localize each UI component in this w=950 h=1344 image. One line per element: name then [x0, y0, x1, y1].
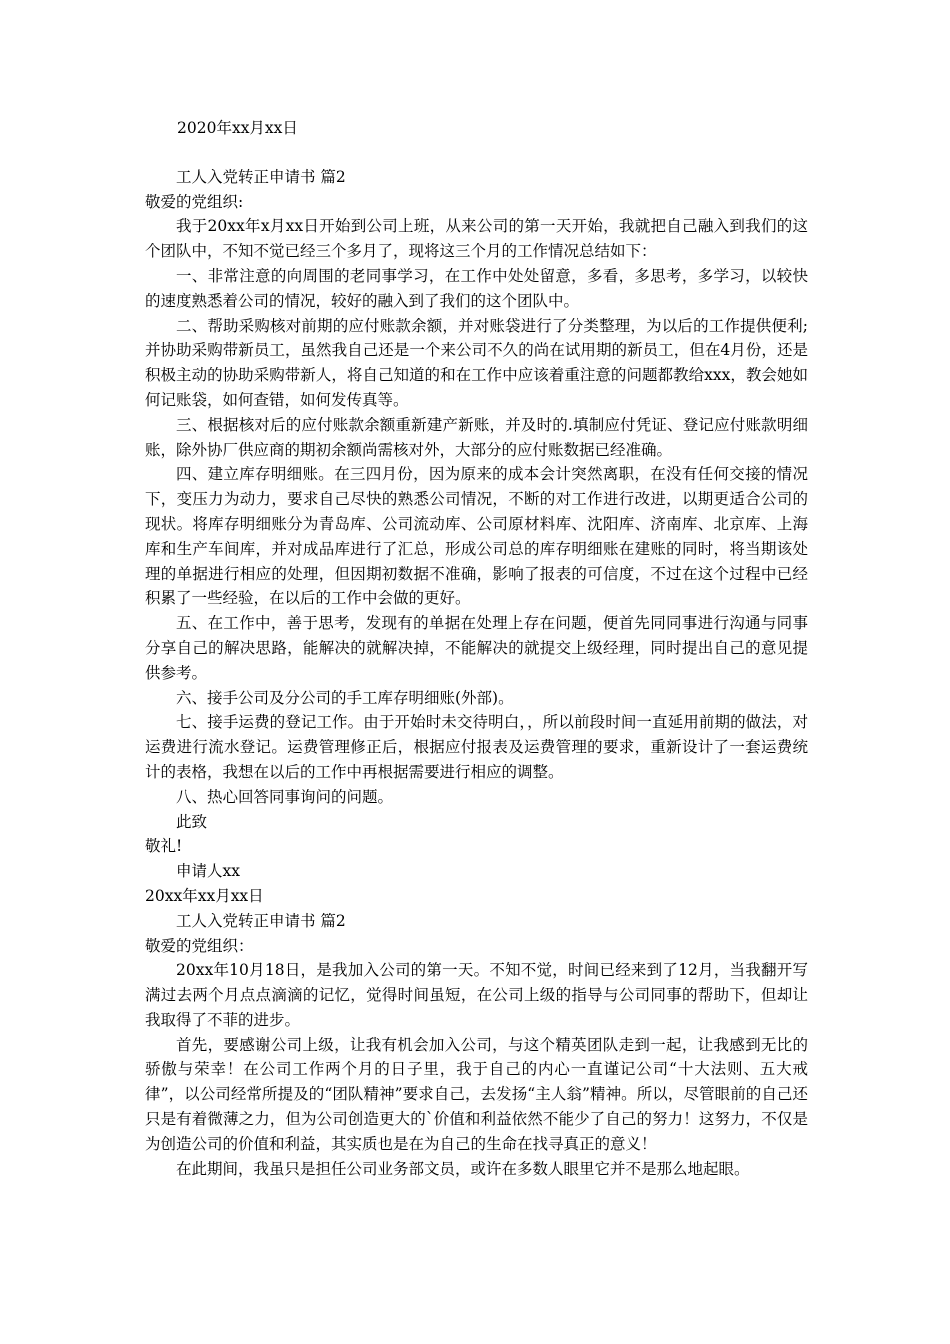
top-date: 2020年xx月xx日 [177, 119, 298, 137]
letter2-salutation: 敬爱的党组织： [145, 936, 254, 955]
letter1-salutation: 敬爱的党组织: [145, 192, 244, 211]
letter1-date: 20xx年xx月xx日 [145, 886, 264, 905]
letter1-paragraph: 七、接手运费的登记工作。由于开始时未交待明白，，所以前段时间一直延用前期的做法，对运费进行流水登记。运费管理修正后，根据应付报表及运费管理的要求，重新设计了一套运费统计的表格，我想在以后的工作中再根据需要进行相应的调整。 [145, 713, 808, 781]
letter1-paragraph: 此致 [176, 812, 208, 831]
letter1-closing: 敬礼! [145, 837, 183, 856]
letter1-paragraph: 二、帮助采购核对前期的应付账款余额，并对账袋进行了分类整理，为以后的工作提供便利;并协助采购带新员工，虽然我自己还是一个来公司不久的尚在试用期的新员工，但在4月份，还是积极主动的协助采购带新人，将自己知道的和在工作中应该着重注意的问题都教给xxx，教会她如何记账袋，如何查错，如何发传真等。 [145, 316, 808, 409]
letter1-paragraph: 八、热心回答同事询问的问题。 [176, 787, 394, 806]
letter1-signer: 申请人xx [176, 862, 240, 881]
letter1-title: 工人入党转正申请书 篇2 [176, 167, 346, 186]
letter2-paragraph: 在此期间，我虽只是担任公司业务部文员，或许在多数人眼里它并不是那么地起眼。 [176, 1159, 750, 1178]
letter1-paragraph: 一、非常注意的向周围的老同事学习，在工作中处处留意，多看，多思考，多学习，以较快的速度熟悉着公司的情况，较好的融入到了我们的这个团队中。 [145, 266, 808, 310]
letter1-paragraph: 四、建立库存明细账。在三四月份，因为原来的成本会计突然离职，在没有任何交接的情况下，变压力为动力，要求自己尽快的熟悉公司情况，不断的对工作进行改进，以期更适合公司的现状。将库存明细账分为青岛库、公司流动库、公司原材料库、沈阳库、济南库、北京库、上海库和生产车间库，并对成品库进行了汇总，形成公司总的库存明细账在建账的同时，将当期该处理的单据进行相应的处理，但因期初数据不准确，影响了报表的可信度，不过在这个过程中已经积累了一些经验，在以后的工作中会做的更好。 [145, 465, 808, 608]
letter2-paragraph: 20xx年10月18日，是我加入公司的第一天。不知不觉，时间已经来到了12月，当我翻开写满过去两个月点点滴滴的记忆，觉得时间虽短，在公司上级的指导与公司同事的帮助下，但却让我取得了不菲的进步。 [145, 961, 808, 1029]
letter1-paragraph: 三、根据核对后的应付账款余额重新建产新账，并及时的.填制应付凭证、登记应付账款明细账，除外协厂供应商的期初余额尚需核对外，大部分的应付账数据已经准确。 [145, 415, 808, 459]
letter2-title: 工人入党转正申请书 篇2 [176, 911, 346, 930]
letter2-paragraph: 首先，要感谢公司上级，让我有机会加入公司，与这个精英团队走到一起，让我感到无比的骄傲与荣幸！在公司工作两个月的日子里，我于自己的内心一直谨记公司“十大法则、五大戒律”，以公司经常所提及的“团队精神”要求自己，去发扬“主人翁”精神。所以，尽管眼前的自己还只是有着微薄之力，但为公司创造更大的`价值和利益依然不能少了自己的努力！这努力，不仅是为创造公司的价值和利益，其实质也是在为自己的生命在找寻真正的意义！ [145, 1035, 808, 1153]
letter1-paragraph: 我于20xx年x月xx日开始到公司上班，从来公司的第一天开始，我就把自己融入到我们的这个团队中，不知不觉已经三个多月了，现将这三个月的工作情况总结如下： [145, 217, 808, 261]
letter1-paragraph: 五、在工作中，善于思考，发现有的单据在处理上存在问题，便首先同同事进行沟通与同事分享自己的解决思路，能解决的就解决掉，不能解决的就提交上级经理，同时提出自己的意见提供参考。 [145, 614, 808, 682]
letter1-paragraph: 六、接手公司及分公司的手工库存明细账(外部)。 [176, 688, 514, 707]
document-body [145, 116, 808, 1181]
